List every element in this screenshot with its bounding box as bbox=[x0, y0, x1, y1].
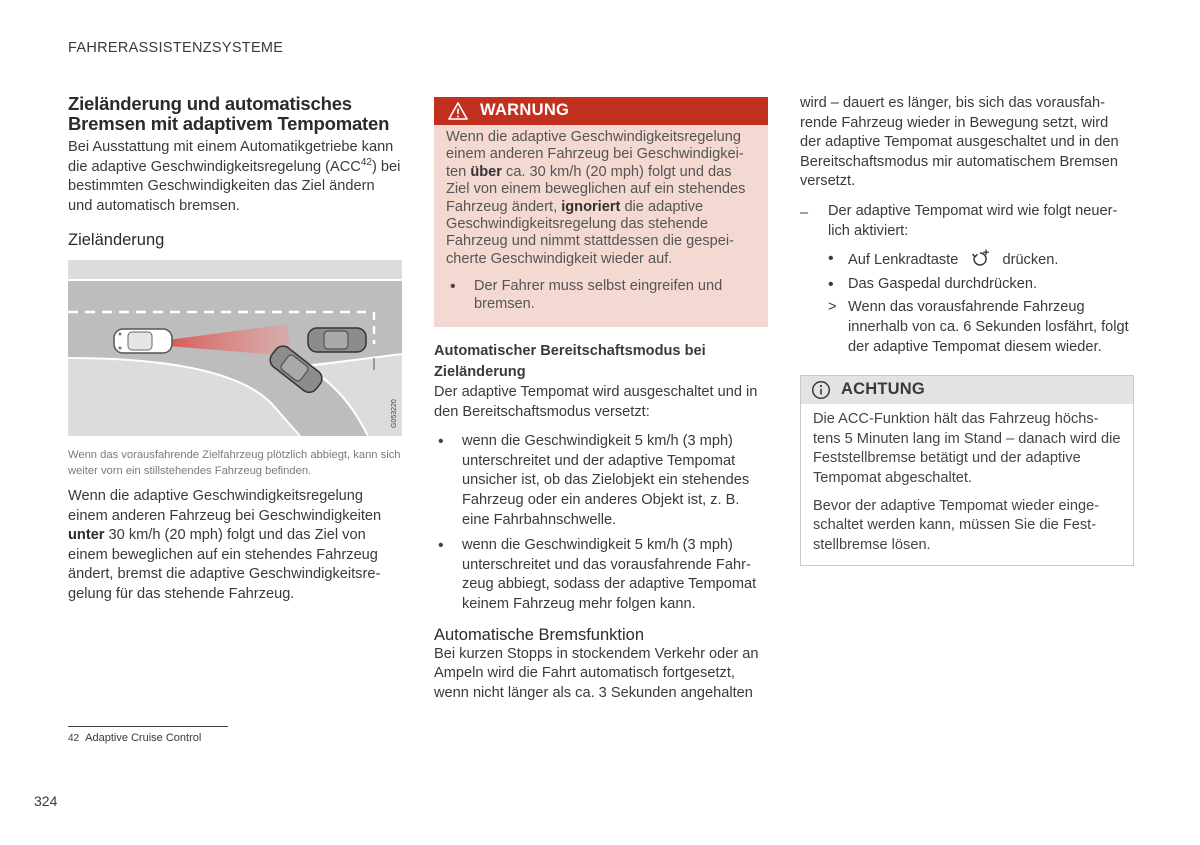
intro-paragraph: Bei Ausstattung mit einem Automatikgetriebe kann die adaptive Geschwindigkeitsregelung (ACC$^{42}$) bei bestimmten Geschwindigkeiten das Ziel ändern und automatisch bremsen. bbox=[68, 139, 401, 214]
list-item-result: > Wenn das vorausfahrende Fahrzeug innerhalb von ca. 6 Sekunden losfährt, folgt der adaptive Tempomat diesem wieder. bbox=[828, 298, 1132, 357]
own-vehicle bbox=[114, 329, 172, 353]
footnote-divider bbox=[68, 726, 228, 727]
brake-paragraph: Bei kurzen Stopps in stockendem Verkehr oder an Ampeln wird die Fahrt automatisch fortgesetzt, wenn nicht länger als ca. 3 Sekunden angehalten bbox=[434, 645, 759, 701]
warning-bullets bbox=[446, 278, 756, 313]
list-item: • wenn die Geschwindigkeit 5 km/h (3 mph) unterschreitet und das vorausfahrende Fahrzeug abbiegt, sodass der adaptive Tempomat keinem Fahrzeug mehr folgen kann. bbox=[434, 536, 768, 614]
warning-bullet: • Der Fahrer muss selbst eingreifen und bremsen. bbox=[446, 278, 756, 313]
note-paragraph: Die ACC-Funktion hält das Fahrzeug höchstens 5 Minuten lang im Stand – danach wird die Feststellbremse betätigt und der adaptive Tempomat abgeschaltet. bbox=[813, 411, 1121, 486]
warning-header bbox=[434, 97, 768, 125]
note-paragraph: Bevor der adaptive Tempomat wieder eingeschaltet werden kann, müssen Sie die Feststellbremse lösen. bbox=[813, 497, 1100, 553]
standby-bullets bbox=[434, 432, 768, 614]
target-change-illustration bbox=[68, 260, 402, 436]
note-header bbox=[801, 376, 1133, 404]
resume-button-icon bbox=[968, 249, 992, 267]
reactivate-sublist bbox=[828, 249, 1132, 357]
warning-box bbox=[434, 97, 768, 327]
road-shoulder-top bbox=[68, 260, 402, 280]
note-body bbox=[801, 404, 1133, 565]
section-title: Zieländerung und automatisches Bremsen mit adaptivem Tempomaten bbox=[68, 93, 390, 134]
warning-label: WARNUNG bbox=[480, 101, 570, 120]
column-middle bbox=[434, 97, 768, 703]
info-icon bbox=[811, 380, 831, 400]
warning-text: Wenn die adaptive Geschwindigkeitsregelung einem anderen Fahrzeug bei Geschwindigkeiten über ca. 30 km/h (20 mph) folgt und das Ziel von einem beweglichen auf ein stehendes Fahrzeug ändert, ignoriert die adaptive Geschwindigkeitsregelung das stehende Fahrzeug und nimmt stattdessen die gespeicherte Geschwindigkeit wieder auf. bbox=[446, 129, 746, 267]
figure-caption: Wenn das vorausfahrende Zielfahrzeug plötzlich abbiegt, kann sich weiter vorn ein stillstehendes Fahrzeug befinden. bbox=[68, 448, 401, 477]
footnote-ref[interactable]: 42 bbox=[360, 156, 372, 168]
reactivate-step: – Der adaptive Tempomat wird wie folgt neuerlich aktiviert: bbox=[800, 202, 1132, 241]
column-right bbox=[800, 94, 1132, 566]
list-item: • wenn die Geschwindigkeit 5 km/h (3 mph) unterschreitet und der adaptive Tempomat unsicher ist, ob das Zielobjekt ein stehendes Fahrzeug oder ein anderes Objekt ist, z. B. eine Fahrbahnschwelle. bbox=[434, 432, 768, 530]
note-box bbox=[800, 375, 1134, 566]
stationary-vehicle bbox=[308, 328, 366, 352]
warning-body bbox=[434, 125, 768, 327]
brake-heading: Automatische Bremsfunktion bbox=[434, 625, 645, 644]
subheading-target-change: Zieländerung bbox=[68, 231, 165, 250]
paragraph-below-30: Wenn die adaptive Geschwindigkeitsregelung einem anderen Fahrzeug bei Geschwindigkeiten unter 30 km/h (20 mph) folgt und das Ziel von einem beweglichen auf ein stehendes Fahrzeug ändert, bremst die adaptive Geschwindigkeitsregelung für das stehende Fahrzeug. bbox=[68, 487, 382, 602]
column-left bbox=[68, 94, 402, 605]
warning-triangle-icon bbox=[448, 102, 468, 120]
page-number: 324 bbox=[34, 793, 58, 809]
standby-heading: Automatischer Bereitschaftsmodus bei Zieländerung bbox=[434, 343, 706, 381]
figure-code: G053220 bbox=[391, 399, 398, 429]
note-label: ACHTUNG bbox=[841, 380, 925, 399]
list-item: • Das Gaspedal durchdrücken. bbox=[828, 275, 1132, 295]
list-item: • Auf Lenkradtaste drücken. bbox=[828, 249, 1132, 271]
section-header: FAHRERASSISTENZSYSTEME bbox=[68, 40, 284, 56]
footnote: 42 Adaptive Cruise Control bbox=[68, 732, 202, 744]
continued-paragraph: wird – dauert es länger, bis sich das vorausfahrende Fahrzeug wieder in Bewegung setzt, wird der adaptive Tempomat ausgeschaltet und in den Bereitschaftsmodus mir automatischem Bremsen versetzt. bbox=[800, 95, 1119, 190]
standby-intro: Der adaptive Tempomat wird ausgeschaltet und in den Bereitschaftsmodus versetzt: bbox=[434, 384, 758, 420]
